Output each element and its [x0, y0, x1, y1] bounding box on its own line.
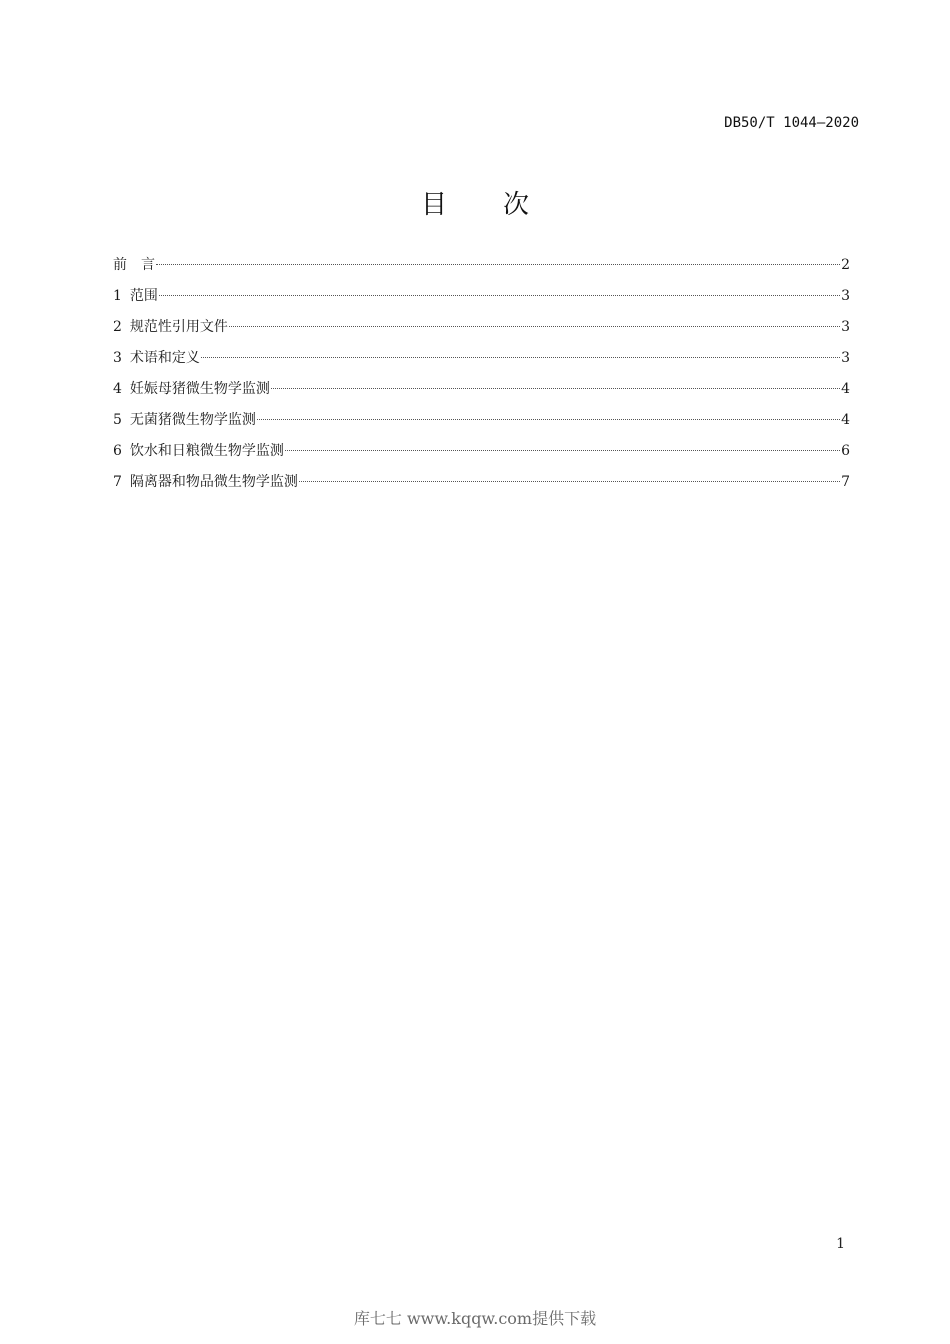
- toc-entry-number: 3: [113, 350, 122, 366]
- toc-entry-4[interactable]: [113, 378, 850, 409]
- toc-entry-page: 3: [841, 288, 850, 304]
- download-watermark: 库七七 www.kqqw.com提供下载: [353, 1309, 597, 1328]
- toc-entry-1[interactable]: [113, 285, 850, 316]
- toc-entry-page: 3: [841, 350, 850, 366]
- toc-entry-label: 妊娠母猪微生物学监测: [129, 381, 270, 397]
- toc-entry-label: 前 言: [113, 257, 155, 273]
- toc-entry-number: 5: [113, 412, 122, 428]
- toc-entry-page: 4: [841, 381, 850, 397]
- toc-title: [0, 184, 950, 221]
- toc-entry-number: 2: [113, 319, 122, 335]
- table-of-contents: [113, 254, 850, 502]
- toc-title-char-1: 目: [420, 190, 447, 220]
- toc-leader-dots: [229, 326, 840, 327]
- toc-entry-number: 6: [113, 443, 122, 459]
- toc-entry-label: 隔离器和物品微生物学监测: [129, 474, 298, 490]
- toc-entry-2[interactable]: [113, 316, 850, 347]
- toc-entry-label: 范围: [129, 288, 158, 304]
- toc-entry-label: 饮水和日粮微生物学监测: [129, 443, 284, 459]
- toc-entry-label: 术语和定义: [129, 350, 200, 366]
- toc-leader-dots: [285, 450, 840, 451]
- toc-entry-label: 规范性引用文件: [129, 319, 228, 335]
- toc-entry-page: 6: [841, 443, 850, 459]
- standard-number: DB50/T 1044—2020: [724, 115, 859, 131]
- toc-leader-dots: [156, 264, 840, 265]
- toc-entry-7[interactable]: [113, 471, 850, 502]
- toc-entry-number: 4: [113, 381, 122, 397]
- toc-entry-5[interactable]: [113, 409, 850, 440]
- toc-entry-number: 1: [113, 288, 122, 304]
- toc-leader-dots: [201, 357, 840, 358]
- toc-entry-page: 7: [841, 474, 850, 490]
- toc-entry-label: 无菌猪微生物学监测: [129, 412, 256, 428]
- toc-leader-dots: [271, 388, 840, 389]
- page-number: 1: [836, 1236, 845, 1252]
- toc-entry-page: 2: [841, 257, 850, 273]
- toc-leader-dots: [257, 419, 840, 420]
- toc-leader-dots: [299, 481, 840, 482]
- toc-entry-page: 3: [841, 319, 850, 335]
- toc-entry-page: 4: [841, 412, 850, 428]
- toc-entry-6[interactable]: [113, 440, 850, 471]
- toc-leader-dots: [159, 295, 840, 296]
- toc-entry-number: 7: [113, 474, 122, 490]
- toc-entry-foreword[interactable]: [113, 254, 850, 285]
- toc-title-char-2: 次: [503, 190, 530, 220]
- toc-entry-3[interactable]: [113, 347, 850, 378]
